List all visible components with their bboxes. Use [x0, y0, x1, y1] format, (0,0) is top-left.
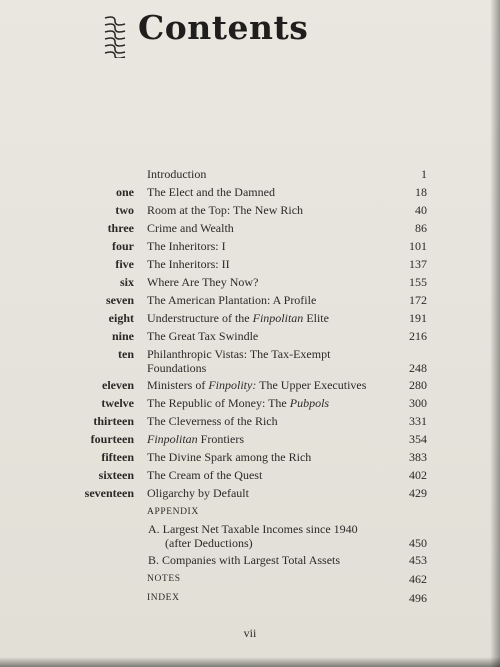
entry-page: 101 [409, 239, 427, 253]
chapter-number: fifteen [101, 450, 134, 464]
chapter-number: four [112, 239, 134, 253]
entry-page: 331 [409, 414, 427, 428]
entry-title: The Cleverness of the Rich [147, 414, 278, 428]
chapter-number: seventeen [84, 486, 134, 500]
notes-label: NOTES [147, 574, 181, 584]
entry-title: Where Are They Now? [147, 275, 259, 289]
entry-page: 86 [415, 221, 427, 235]
entry-title: A. Largest Net Taxable Incomes since 1940 [148, 522, 358, 536]
entry-page: 191 [409, 311, 427, 325]
entry-page: 300 [409, 396, 427, 410]
entry-title: Philanthropic Vistas: The Tax-Exempt [147, 347, 331, 361]
entry-title: The Divine Spark among the Rich [147, 450, 312, 464]
chapter-number: twelve [101, 396, 134, 410]
entry-page: 453 [409, 553, 427, 567]
entry-title: (after Deductions) [165, 536, 253, 550]
entry-title: B. Companies with Largest Total Assets [148, 553, 341, 567]
chapter-number: nine [111, 329, 134, 343]
entry-page: 402 [409, 468, 427, 482]
entry-page: 40 [415, 203, 427, 217]
entry-title: The Great Tax Swindle [147, 329, 259, 343]
entry-title: The Inheritors: II [147, 257, 230, 271]
chapter-number: three [107, 221, 134, 235]
entry-title: Room at the Top: The New Rich [147, 203, 304, 217]
entry-page: 450 [409, 536, 427, 550]
entry-title: Oligarchy by Default [147, 486, 249, 500]
chapter-number: five [115, 257, 134, 271]
entry-page: 248 [409, 361, 427, 375]
entry-page: 383 [409, 450, 427, 464]
chapter-number: eight [108, 311, 134, 325]
appendix-label: APPENDIX [147, 507, 199, 517]
chapter-number: one [116, 185, 134, 199]
entry-page: 429 [409, 486, 427, 500]
entry-page: 496 [409, 591, 427, 605]
entry-title: Introduction [147, 167, 207, 181]
entry-title: The Republic of Money: The Pubpols [147, 396, 330, 410]
entry-page: 216 [409, 329, 427, 343]
entry-page: 18 [415, 185, 427, 199]
entry-page: 137 [409, 257, 427, 271]
entry-title: Crime and Wealth [147, 221, 234, 235]
entry-title: Finpolitan Frontiers [147, 432, 245, 446]
page-title: Contents [138, 8, 309, 47]
entry-page: 1 [421, 167, 427, 181]
chapter-number: thirteen [93, 414, 134, 428]
chapter-number: sixteen [98, 468, 134, 482]
entry-page: 172 [409, 293, 427, 307]
chapter-number: fourteen [90, 432, 134, 446]
entry-title: Understructure of the Finpolitan Elite [147, 311, 329, 325]
entry-page: 280 [409, 378, 427, 392]
chapter-number: seven [106, 293, 134, 307]
entry-title: Foundations [147, 361, 207, 375]
page-edge-shadow [490, 0, 500, 667]
entry-page: 462 [409, 572, 427, 586]
page-edge-shadow [0, 657, 500, 667]
entry-title: The Inheritors: I [147, 239, 226, 253]
entry-title: Ministers of Finpolity: The Upper Executives [147, 378, 367, 392]
entry-page: 354 [409, 432, 427, 446]
decorative-scroll-ornament-icon [101, 14, 129, 58]
entry-page: 155 [409, 275, 427, 289]
chapter-number: ten [118, 347, 134, 361]
page-number: vii [243, 626, 257, 640]
entry-title: The Elect and the Damned [147, 185, 275, 199]
index-label: INDEX [147, 593, 180, 603]
chapter-number: six [119, 275, 134, 289]
entry-title: The Cream of the Quest [147, 468, 263, 482]
entry-title: The American Plantation: A Profile [147, 293, 317, 307]
chapter-number: two [115, 203, 134, 217]
chapter-number: eleven [102, 378, 134, 392]
